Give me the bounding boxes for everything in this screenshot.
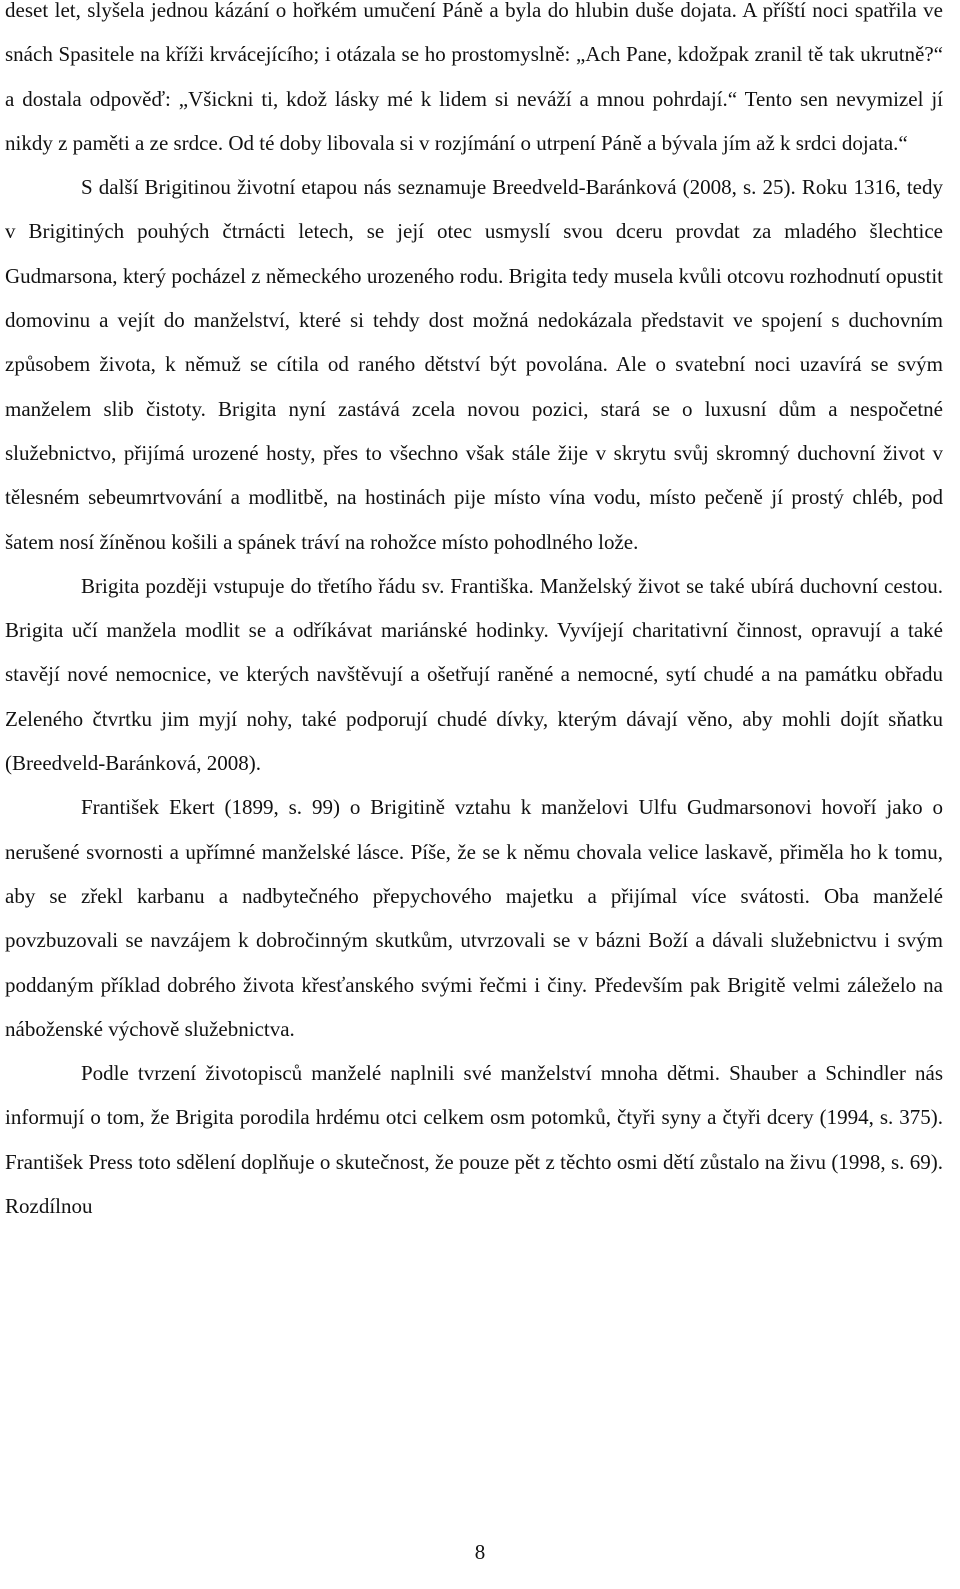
document-page: [5, 0, 943, 1228]
paragraph-1: deset let, slyšela jednou kázání o hořkém umučení Páně a byla do hlubin duše dojata. A příští noci spatřila ve snách Spasitele na kříži krvácejícího; i otázala se ho prostomyslně: „Ach Pane, kdožpak zranil tě tak ukrutně?“ a dostala odpověď: „Všickni ti, kdož lásky mé k lidem si neváží a mnou pohrdají.“ Tento sen nevymizel jí nikdy z paměti a ze srdce. Od té doby libovala si v rozjímání o utrpení Páně a bývala jím až k srdci dojata.“: [5, 0, 943, 155]
page-number: 8: [474, 1540, 486, 1564]
paragraph-4: František Ekert (1899, s. 99) o Brigitině vztahu k manželovi Ulfu Gudmarsonovi hovoří jako o nerušené svornosti a upřímné manželské lásce. Píše, že se k němu chovala velice laskavě, přiměla ho k tomu, aby se zřekl karbanu a nadbytečného přepychového majetku a přijímal více svátosti. Oba manželé povzbuzovali se navzájem k dobročinným skutkům, utvrzovali se v bázni Boží a dávali služebnictvu i svým poddaným příklad dobrého života křesťanského svými řečmi i činy. Především pak Brigitě velmi záleželo na náboženské výchově služebnictva.: [5, 795, 943, 1041]
paragraph-5: Podle tvrzení životopisců manželé naplnili své manželství mnoha dětmi. Shauber a Schindler nás informují o tom, že Brigita porodila hrdému otci celkem osm potomků, čtyři syny a čtyři dcery (1994, s. 375). František Press toto sdělení doplňuje o skutečnost, že pouze pět z těchto osmi dětí zůstalo na živu (1998, s. 69). Rozdílnou: [5, 1061, 943, 1219]
paragraph-3: Brigita později vstupuje do třetího řádu sv. Františka. Manželský život se také ubírá duchovní cestou. Brigita učí manžela modlit se a odříkávat mariánské hodinky. Vyvíjejí charitativní činnost, opravují a také stavějí nové nemocnice, ve kterých navštěvují a ošetřují raněné a nemocné, sytí chudé a na památku obřadu Zeleného čtvrtku jim myjí nohy, také podporují chudé dívky, kterým dávají věno, aby mohli dojít sňatku (Breedveld-Baránková, 2008).: [5, 573, 943, 776]
paragraph-2: S další Brigitinou životní etapou nás seznamuje Breedveld-Baránková (2008, s. 25). Roku 1316, tedy v Brigitiných pouhých čtrnácti letech, se její otec usmyslí svou dceru provdat za mladého šlechtice Gudmarsona, který pocházel z německého urozeného rodu. Brigita tedy musela kvůli otcovu rozhodnutí opustit domovinu a vejít do manželství, které si tehdy dost možná nedokázala představit ve spojení s duchovním způsobem života, k němuž se cítila od raného dětství být povolána. Ale o svatební noci uzavírá se svým manželem slib čistoty. Brigita nyní zastává zcela novou pozici, stará se o luxusní dům a nespočetné služebnictvo, přijímá urozené hosty, přes to všechno však stále žije v skrytu svůj skromný duchovní život v tělesném sebeumrtvování a modlitbě, na hostinách pije místo vína vodu, místo pečeně jí prostý chléb, pod šatem nosí žíněnou košili a spánek tráví na rohožce místo pohodlného lože.: [5, 175, 943, 554]
